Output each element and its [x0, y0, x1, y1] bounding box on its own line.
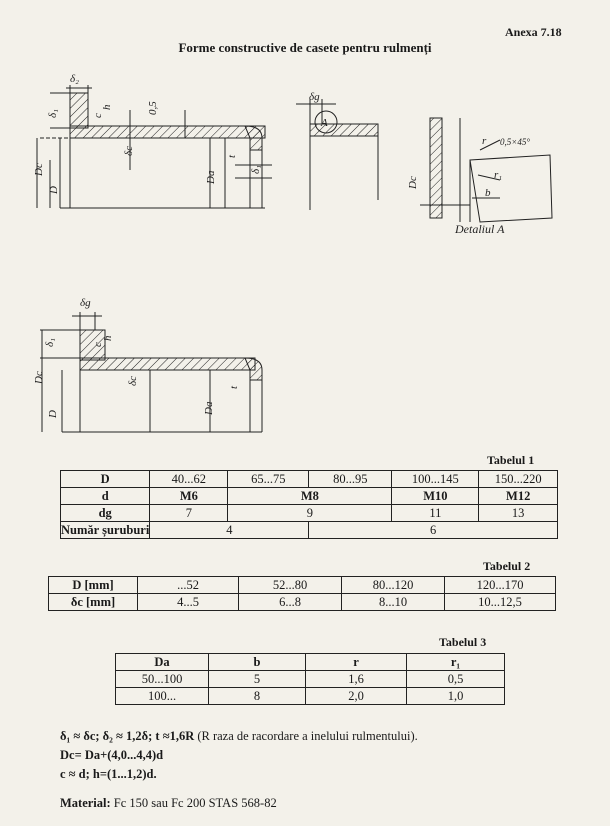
table-cell: r [306, 654, 407, 671]
label-D: D [48, 186, 60, 194]
label-t: t [226, 154, 238, 158]
note-explanation-1: (R raza de racordare a inelului rulmentului). [194, 729, 418, 743]
label-delta-g: δg [80, 297, 91, 309]
table-cell: 120...170 [445, 577, 556, 594]
table-cell: 6 [309, 522, 558, 539]
table3 [115, 653, 505, 705]
table-cell: 100...145 [392, 471, 479, 488]
note-line-3 [60, 765, 418, 784]
table-cell: 100... [116, 688, 209, 705]
table-cell: Da [116, 654, 209, 671]
label-delta-g-top: δg [309, 91, 320, 103]
label-h-d4: h [102, 335, 114, 341]
label-Dc-detail: Dc [407, 176, 419, 189]
table-cell: 1,0 [407, 688, 505, 705]
table-cell: b [209, 654, 306, 671]
table-cell: Număr șuruburi [61, 523, 150, 537]
label-t-d4: t [228, 385, 240, 389]
table-cell: D [61, 471, 150, 488]
table-cell: 4 [150, 522, 309, 539]
table-cell: dg [61, 505, 150, 522]
drawing-thin-housing [40, 312, 262, 432]
note-formula-1: δ₁ ≈ δc; δ₂ ≈ 1,2δ; t ≈1,6R [60, 729, 195, 743]
table-cell: 7 [150, 505, 228, 522]
table-cell: d [61, 488, 150, 505]
table-cell: 10...12,5 [445, 594, 556, 611]
page-title: Forme constructive de casete pentru rulmenți [178, 40, 432, 55]
table-cell: 50...100 [116, 671, 209, 688]
table1 [60, 470, 558, 539]
note-line-2 [60, 746, 418, 765]
table-row [61, 522, 558, 539]
label-h: h [101, 104, 113, 110]
note-formula-2: Dc= Da+(4,0...4,4)d [60, 748, 164, 762]
table-row [49, 594, 556, 611]
formula-notes [60, 727, 418, 784]
table-row [116, 654, 505, 671]
table-cell: 80...95 [309, 471, 392, 488]
label-detail-A: Detaliul A [455, 222, 505, 236]
material-label: Material: [60, 796, 111, 810]
table-cell: 150...220 [479, 471, 558, 488]
drawing-detail-location [296, 99, 378, 210]
table-cell: 65...75 [228, 471, 309, 488]
label-b: b [485, 187, 491, 199]
note-line-1 [60, 727, 418, 746]
table-cell: 0,5 [407, 671, 505, 688]
label-Dc-d4: Dc [33, 371, 45, 384]
table1-caption: Tabelul 1 [487, 453, 535, 467]
note-formula-3: c ≈ d; h=(1...1,2)d. [60, 767, 157, 781]
table-cell: 11 [392, 505, 479, 522]
table-row [116, 671, 505, 688]
label-Da-d4: Da [203, 401, 215, 415]
label-delta1-d4: δ₁ [44, 338, 56, 347]
label-r: r [482, 135, 487, 147]
annex-number: Anexa 7.18 [505, 25, 562, 39]
table-cell: D [mm] [49, 577, 138, 594]
table-cell: 1,6 [306, 671, 407, 688]
label-Da: Da [205, 170, 217, 184]
label-delta-c: δc [123, 146, 135, 156]
label-A: A [321, 117, 328, 129]
table-cell: 52...80 [239, 577, 342, 594]
label-delta1: δ₁ [47, 109, 59, 118]
table-cell: 8 [209, 688, 306, 705]
table-row [61, 471, 558, 488]
table-cell: 9 [228, 505, 392, 522]
table3-caption: Tabelul 3 [439, 635, 487, 649]
flange-section [70, 93, 88, 128]
table-row [61, 488, 558, 505]
table-row [61, 505, 558, 522]
table-cell: M12 [479, 488, 558, 505]
label-0-5: 0,5 [147, 101, 159, 115]
table-cell: M8 [228, 488, 392, 505]
label-r1: r₁ [494, 169, 503, 181]
label-c: c [92, 113, 104, 118]
table-cell: M10 [392, 488, 479, 505]
table-cell: 40...62 [150, 471, 228, 488]
table-cell: 4...5 [138, 594, 239, 611]
table-cell: 6...8 [239, 594, 342, 611]
table2-caption: Tabelul 2 [483, 559, 531, 573]
label-Dc: Dc [33, 163, 45, 176]
table-cell: 5 [209, 671, 306, 688]
table-cell: 8...10 [342, 594, 445, 611]
table-row [116, 688, 505, 705]
table-cell: M6 [150, 488, 228, 505]
label-delta2: δ₂ [70, 73, 79, 85]
wall-section [70, 126, 265, 138]
label-delta1-b: δ₁ [250, 165, 262, 174]
drawing-detail-A [420, 118, 552, 222]
label-chamfer: 0,5×45° [500, 137, 530, 147]
table-cell: 13 [479, 505, 558, 522]
table-cell: r₁ [407, 654, 505, 671]
table-cell: 2,0 [306, 688, 407, 705]
table-cell: ...52 [138, 577, 239, 594]
label-D-d4: D [47, 410, 59, 418]
table-row [49, 577, 556, 594]
label-c-d4: c [92, 342, 104, 347]
material-note [60, 794, 277, 813]
table2 [48, 576, 556, 611]
table-cell: 80...120 [342, 577, 445, 594]
label-delta-c-d4: δc [127, 376, 139, 386]
table-cell: δc [mm] [49, 594, 138, 611]
material-value: Fc 150 sau Fc 200 STAS 568-82 [110, 796, 277, 810]
